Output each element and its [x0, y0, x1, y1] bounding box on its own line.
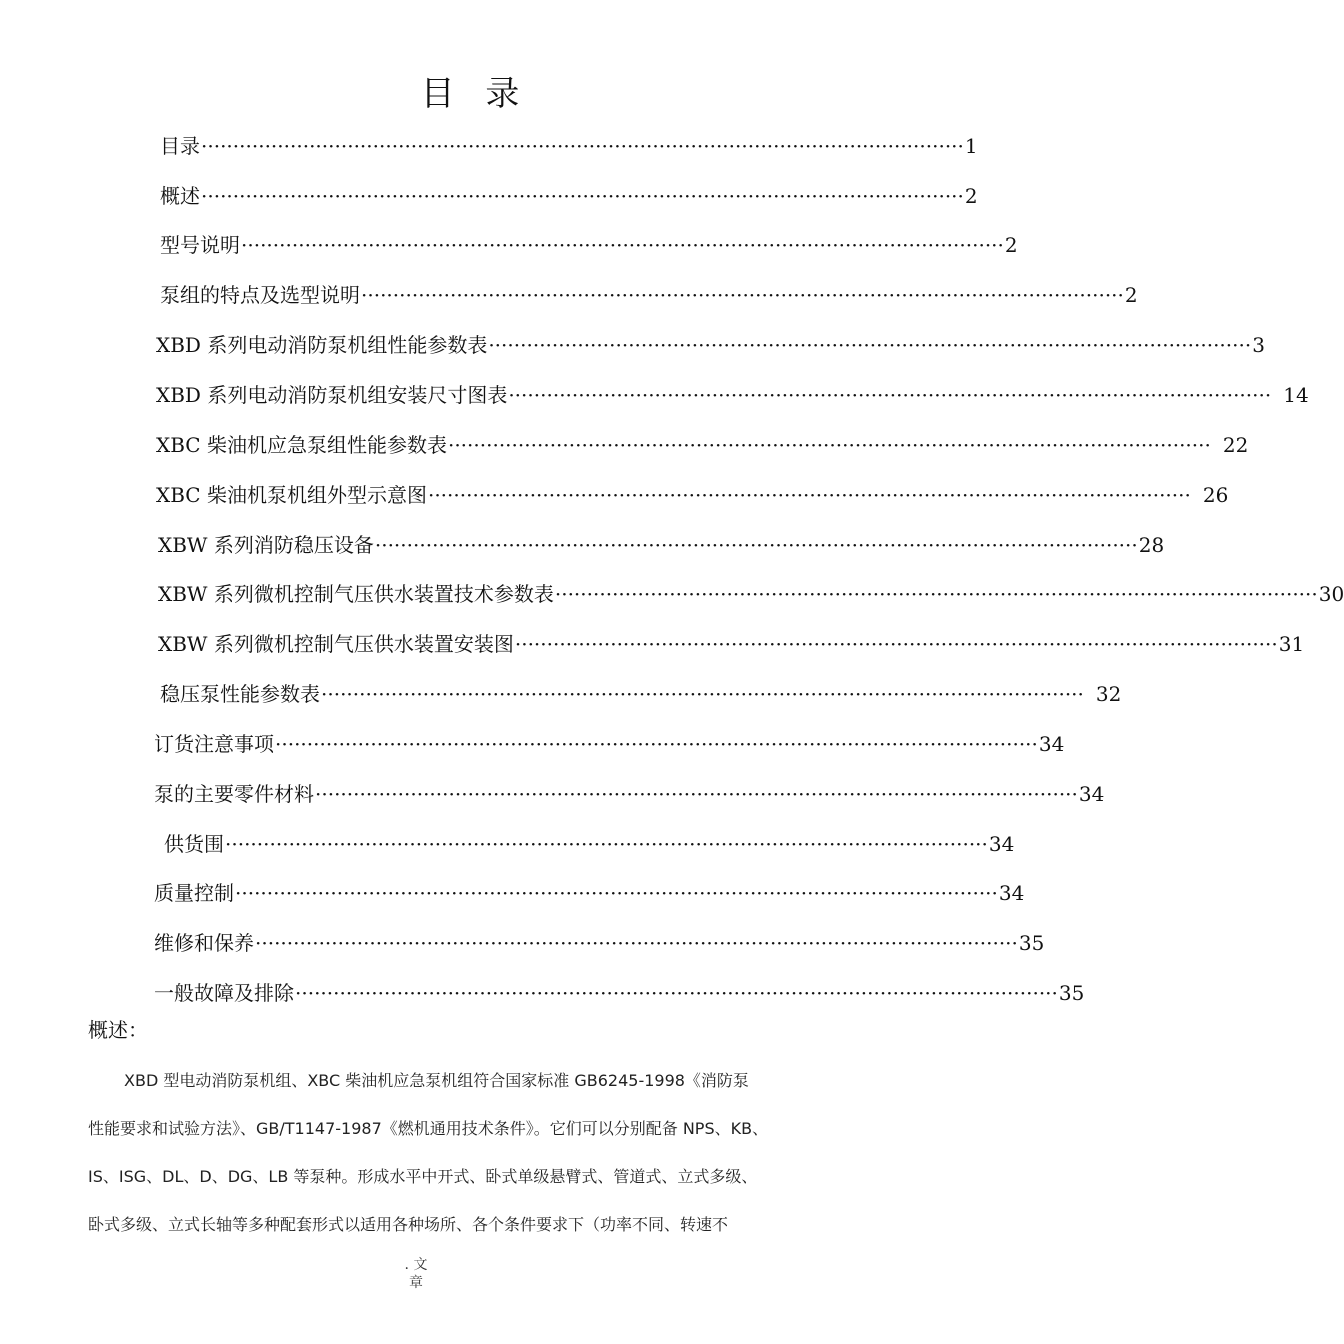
toc-entry: [158, 531, 1165, 559]
toc-entry: [156, 331, 1265, 359]
toc-entry-label: XBW 系列消防稳压设备: [158, 533, 374, 557]
toc-entry-page: 28: [1138, 533, 1165, 557]
toc-entry-label: 概述: [160, 184, 200, 208]
toc-entry: [160, 132, 978, 160]
toc-dot-leader: ························································································································: [201, 184, 964, 208]
toc-entry: [156, 431, 1249, 459]
toc-entry: [156, 381, 1309, 409]
toc-entry-label: 目录: [160, 134, 200, 158]
toc-entry-label: 稳压泵性能参数表: [160, 682, 320, 706]
toc-entry-page: 22: [1222, 433, 1249, 457]
toc-dot-leader: ························································································································: [514, 632, 1278, 656]
toc-entry-label: XBC 柴油机泵机组外型示意图: [156, 483, 427, 507]
toc-entry-label: 维修和保养: [154, 931, 254, 955]
overview-paragraph-line: 卧式多级、立式长轴等多种配套形式以适用各种场所、各个条件要求下（功率不同、转速不: [88, 1215, 729, 1234]
toc-entry-label: 质量控制: [154, 881, 234, 905]
toc-entry-page: 2: [964, 184, 978, 208]
toc-entry-label: XBW 系列微机控制气压供水装置技术参数表: [158, 582, 554, 606]
toc-entry-page: 34: [988, 832, 1015, 856]
toc-entry-page: 34: [1078, 782, 1105, 806]
page-footer: [398, 1256, 434, 1292]
toc-entry: [160, 231, 1018, 259]
toc-entry-page: 26: [1202, 483, 1229, 507]
toc-entry-label: XBC 柴油机应急泵组性能参数表: [156, 433, 447, 457]
toc-dot-leader: ························································································································: [488, 333, 1252, 357]
footer-line: 章: [409, 1275, 423, 1291]
overview-paragraph-line: XBD 型电动消防泵机组、XBC 柴油机应急泵机组符合国家标准 GB6245-1998《消防泵: [124, 1071, 749, 1090]
toc-dot-leader: ························································································································: [374, 533, 1138, 557]
toc-dot-leader: ························································································································: [427, 483, 1191, 507]
toc-entry: [160, 281, 1138, 309]
toc-entry: [154, 979, 1085, 1007]
toc-entry-page: 2: [1004, 233, 1018, 257]
toc-entry-label: 供货围: [164, 832, 224, 856]
toc-entry: [160, 182, 978, 210]
toc-dot-leader: ························································································································: [235, 881, 998, 905]
toc-entry-label: 泵的主要零件材料: [154, 782, 314, 806]
toc-entry-page: 32: [1095, 682, 1122, 706]
toc-dot-leader: ························································································································: [255, 931, 1018, 955]
toc-entry: [154, 929, 1045, 957]
toc-entry-label: XBD 系列电动消防泵机组安装尺寸图表: [156, 383, 508, 407]
toc-dot-leader: ························································································································: [275, 732, 1038, 756]
toc-entry-page: 34: [998, 881, 1025, 905]
toc-entry-label: 泵组的特点及选型说明: [160, 283, 360, 307]
toc-entry-page: 31: [1278, 632, 1305, 656]
toc-entry: [164, 830, 1015, 858]
page-title: 目 录: [420, 74, 530, 114]
overview-heading: 概述：: [88, 1018, 148, 1042]
toc-entry: [156, 481, 1229, 509]
toc-entry-label: XBD 系列电动消防泵机组性能参数表: [156, 333, 488, 357]
toc-entry-page: 35: [1058, 981, 1085, 1005]
toc-entry: [158, 630, 1305, 658]
toc-dot-leader: ························································································································: [315, 782, 1078, 806]
toc-entry-label: XBW 系列微机控制气压供水装置安装图: [158, 632, 514, 656]
toc-entry-page: 30: [1318, 582, 1344, 606]
toc-dot-leader: ························································································································: [508, 383, 1272, 407]
overview-paragraph-line: IS、ISG、DL、D、DG、LB 等泵种。形成水平中开式、卧式单级悬臂式、管道式、立式多级、: [88, 1167, 758, 1186]
toc-entry: [154, 730, 1065, 758]
toc-dot-leader: ························································································································: [201, 134, 964, 158]
toc-entry-label: 订货注意事项: [154, 732, 274, 756]
toc-entry: [154, 780, 1105, 808]
toc-dot-leader: ························································································································: [447, 433, 1211, 457]
toc-dot-leader: ························································································································: [295, 981, 1058, 1005]
toc-dot-leader: ························································································································: [361, 283, 1124, 307]
toc-entry-label: 型号说明: [160, 233, 240, 257]
toc-entry-label: 一般故障及排除: [154, 981, 294, 1005]
toc-dot-leader: ························································································································: [554, 582, 1318, 606]
toc-entry: [158, 580, 1344, 608]
toc-entry-page: 2: [1124, 283, 1138, 307]
footer-line: . 文: [404, 1257, 428, 1273]
toc-entry-page: 3: [1252, 333, 1265, 357]
toc-entry: [154, 879, 1025, 907]
toc-dot-leader: ························································································································: [321, 682, 1084, 706]
overview-paragraph-line: 性能要求和试验方法》、GB/T1147-1987《燃机通用技术条件》。它们可以分别配备 NPS、KB、: [88, 1119, 769, 1138]
toc-dot-leader: ························································································································: [241, 233, 1004, 257]
toc-entry-page: 34: [1038, 732, 1065, 756]
toc-dot-leader: ························································································································: [225, 832, 988, 856]
toc-entry-page: 14: [1283, 383, 1309, 407]
toc-entry-page: 1: [964, 134, 978, 158]
toc-entry-page: 35: [1018, 931, 1045, 955]
toc-entry: [160, 680, 1122, 708]
